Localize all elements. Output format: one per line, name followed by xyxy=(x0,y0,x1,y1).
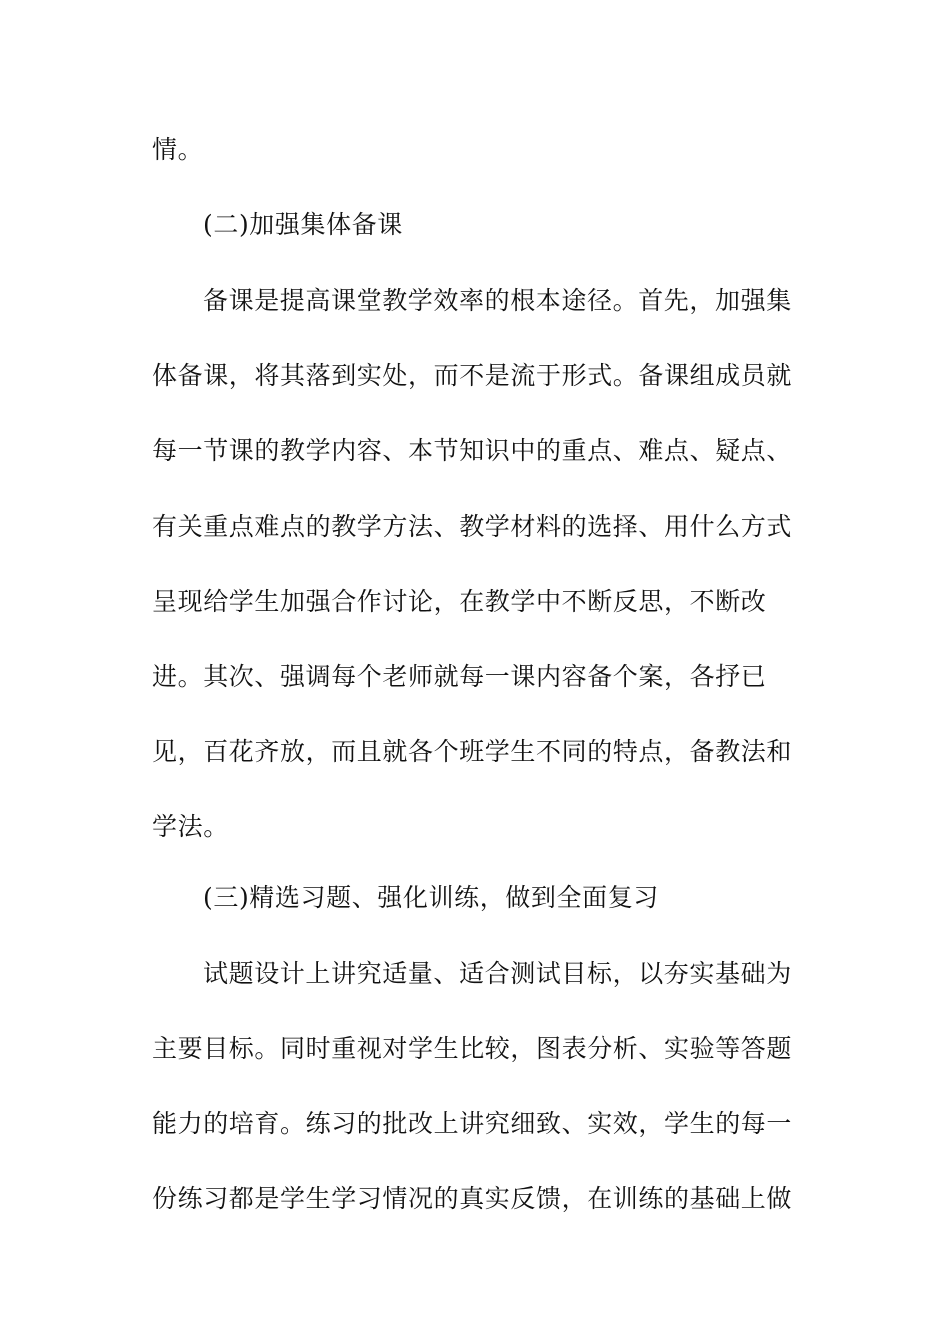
paragraph-line: 学法。 xyxy=(152,812,229,841)
paragraph-line: 份练习都是学生学习情况的真实反馈，在训练的基础上做 xyxy=(152,1184,793,1213)
paragraph-line: 进。其次、强调每个老师就每一课内容备个案，各抒已 xyxy=(152,662,767,691)
paragraph-line: 主要目标。同时重视对学生比较，图表分析、实验等答题 xyxy=(152,1034,793,1063)
paragraph-line: 备课是提高课堂教学效率的根本途径。首先，加强集 xyxy=(203,286,792,315)
paragraph-line: 能力的培育。练习的批改上讲究细致、实效，学生的每一 xyxy=(152,1109,793,1138)
paragraph-line: 情。 xyxy=(152,135,204,164)
paragraph-line: 有关重点难点的教学方法、教学材料的选择、用什么方式 xyxy=(152,512,793,541)
paragraph-line: 见，百花齐放，而且就各个班学生不同的特点，备教法和 xyxy=(152,737,793,766)
paragraph-line: 体备课，将其落到实处，而不是流于形式。备课组成员就 xyxy=(152,361,793,390)
section-heading: (二)加强集体备课 xyxy=(203,210,403,239)
paragraph-line: 呈现给学生加强合作讨论，在教学中不断反思，不断改 xyxy=(152,587,767,616)
section-heading: (三)精选习题、强化训练，做到全面复习 xyxy=(203,883,659,912)
paragraph-line: 试题设计上讲究适量、适合测试目标，以夯实基础为 xyxy=(203,959,792,988)
paragraph-line: 每一节课的教学内容、本节知识中的重点、难点、疑点、 xyxy=(152,436,793,465)
